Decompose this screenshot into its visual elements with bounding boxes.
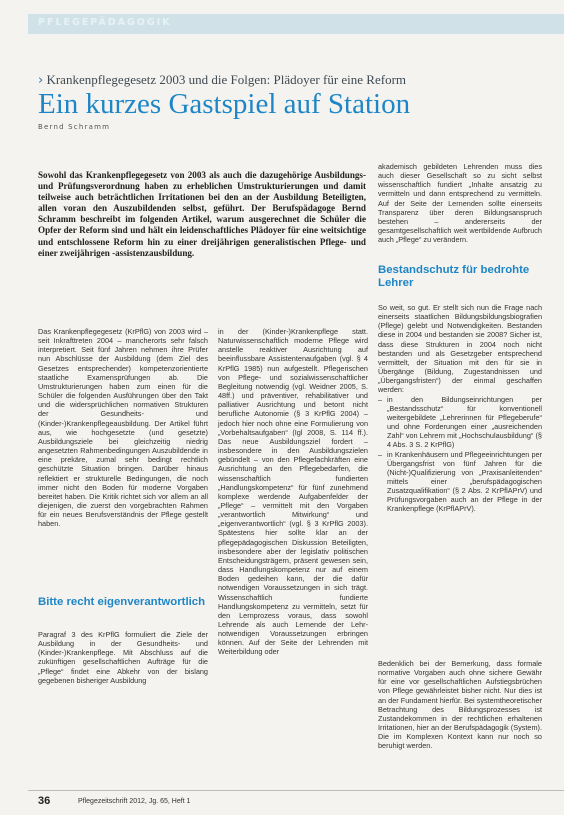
body-text: So weit, so gut. Er stellt sich nun die Frage nach einerseits staatlichen Bildungsbildungsbiografien (Pflege) gelebt und Notwendigkeiten. Bestanden diese in 2004 und bestanden sie 2008? Sicher ist, dass diese Strukturen in 2004 noch nicht bestanden und als Gesetzgeber entsprechend vermittelt, der Situation mit den für sie in Übergänge (Bildung, Zugestandnissen und „Übergangsfristen“) der einmal geschaffen werden: bbox=[378, 303, 542, 395]
body-column-3 bbox=[378, 162, 542, 244]
chevron-right-icon: › bbox=[38, 73, 44, 88]
body-text: Bedenklich bei der Bemerkung, dass formale normative Vorgaben auch ohne sichere Gewähr für eine vor gesellschaftlichen Aufstiegsbrüchen von Pflege gewährleistet bisher nicht. Nur dies ist an der Fundament hierfür. Bei systemtheoretischer Betrachtung des Bildungsprozesses ist Zustandekommen in der rechtlichen erhaltenen Irritationen, hier an der Berufspädagogik (System). Die im Komplexen Kontext kann nur noch so beruhigt werden. bbox=[378, 659, 542, 751]
section-heading-2: Bestandschutz für bedrohte Lehrer bbox=[378, 264, 530, 289]
body-column-3b bbox=[378, 303, 542, 514]
article-title: Ein kurzes Gastspiel auf Station bbox=[38, 88, 411, 120]
body-text: in der (Kinder-)Krankenpflege statt. Naturwissenschaftlich moderne Pflege wird anstelle reaktiver Ausrichtung auf beeinflussbare Assistentenaufgaben (vgl. § 4 KrPflG 1985) nun aufgestellt. Pflegerischen von Pflege- und sozialwissenschaftlicher Begleitung notwendig (vgl. Weidner 2005, S. 48ff.) und präventiver, rehabilitativer und palliativer Ausrichtung und betont nicht berufliche Autonomie (§ 3 KrPflG 2004) – jedoch hier noch ohne eine Formulierung von „Vorbehaltsaufgaben“ (Igl 2008, S. 114 ff.). Das neue Ausbildungsziel fordert – insbesondere in den Ausbildungszielen gebündelt – von den Pflegefachkräften eine Ausrichtung an den Pflegebedarfen, die wissenschaftlich fundierten „Handlungskompetenz“ für fünf zunehmend komplexe werdende Aufgabenfelder der „Pflege“ – vermittelt mit den Vorgaben „verantwortlich Mitwirkung“ und „eigenverantwortlich“ (vgl. § 3 KrPflG 2003). Spätestens hier sollte klar an der pflegepädagogischen Diskussion Beteiligten, insbesondere aber der legislativ politischen Entscheidungsträgern, präsent gewesen sein, dass Handlungskompetenz nur auf einem Boden gedeihen kann, der die dafür notwendigen Voraussetzungen in sich trägt. Wissenschaftlich fundierte Handlungskompetenz zu vermitteln, setzt für den Lernprozess voraus, dass sowohl Lehrende als auch Lernende der Lehr- notwendigen Voraussetzungen erbringen können. Auf der Seite der Lehrenden mit Weiterbildung oder bbox=[218, 327, 368, 657]
body-column-1 bbox=[38, 327, 208, 528]
subtitle-text: Krankenpflegegesetz 2003 und die Folgen: Plädoyer für eine Reform bbox=[46, 72, 407, 87]
page-number: 36 bbox=[38, 795, 51, 807]
lead-text: Sowohl das Krankenpflegegesetz von 2003 als auch die dazugehörige Ausbildungs- und Prüfungsverordnung haben zu erheblichen Umstrukturierungen und damit teilweise auch beträchtlichen Irritationen bei den an der Ausbildung Beteiligten, allen voran den Auszubildenden selbst, geführt. Der Berufspädagoge Bernd Schramm beschreibt im folgenden Artikel, warum ausgerechnet die Schüler die Opfer der Reform sind und hält ein leidenschaftliches Plädoyer für eine weitsichtige und entschlossene Reform hin zu einer dreijährigen generalistischen Pflege- und einer zweijährigen -assistenzausbildung. bbox=[38, 170, 366, 258]
bullet-list bbox=[378, 395, 542, 514]
section-heading-1: Bitte recht eigenverantwortlich bbox=[38, 596, 206, 608]
body-column-1b bbox=[38, 630, 208, 685]
body-column-3c bbox=[378, 659, 542, 751]
body-text: Das Krankenpflegegesetz (KrPflG) von 2003 wird – seit Inkrafttreten 2004 – mancherorts sehr falsch interpretiert. Seit fünf Jahren nehmen ihre Prüfer nun Abschlüsse der Ausbildung (dem Ziel des Gesetzes entsprechender) kompetenzorientierte staatliche Examensprüfungen ab. Die Umstrukturierungen haben zum einen für die Schüler die folgenden Ausführungen über den Takt und die widersprüchlichen normativen Strukturen der Gesundheits- und (Kinder-)Krankenpflegeausbildung. Der Artikel führt aus, wie hochgesetzte (und gesetzte) Ausbildungsziele bei gleichzeitig niedrig angesetzten Rahmenbedingungen Auszubildende in eine prekäre, zumal sehr bedingt rechtlich geschützte Situation bringen. Darüber hinaus reflektiert er strukturelle Bedingungen, die noch immer nicht den Boden für moderne Vorgaben bereitet haben. Die Kritik richtet sich vor allem an all diejenigen, die zuerst den vorgebrachten Rahmen für ein neues Berufsverständnis der Pflege gestellt haben. bbox=[38, 327, 208, 529]
journal-citation: Pflegezeitschrift 2012, Jg. 65, Heft 1 bbox=[78, 798, 191, 805]
section-band bbox=[28, 14, 564, 34]
section-label: PFLEGEPÄDAGOGIK bbox=[38, 17, 172, 28]
body-column-2 bbox=[218, 327, 368, 657]
body-text: akademisch gebildeten Lehrenden muss dies auch dieser Gesellschaft so zu sicht selbst wissenschaftlich fundiert „Inhalte ansatzig zu vermitteln und dann entsprechend zu vermitteln. Auf der Seite der Lernenden sollte einerseits Transparenz über deren Bildungsanspruch bestehen – andererseits der gesamtgesellschaftlich weit wertbildende Aufbruch auch „Pflege“ zu verändern. bbox=[378, 162, 542, 245]
list-item: – in Krankenhäusern und Pflegeeinrichtungen per Übergangsfrist von fünf Jahren für die (Nicht-)Qualifizierung von „Praxisanleitenden“ mittels einer „berufspädagogischen Zusatzqualifikation“ (§ 2 Abs. 2 KrPflAPrV) und Prüfungsvorgaben auch an der Pflege in der Krankenpflege (KrPflAPrV). bbox=[378, 450, 542, 514]
footer-divider bbox=[28, 790, 564, 791]
body-text: Paragraf 3 des KrPflG formuliert die Ziele der Ausbildung in der Gesundheits- und (Kinder-)Krankenpflege. Mit Abschluss auf die zukünftigen gesellschaftlichen Aufträge für die „Pflege“ findet eine Abkehr von der bislang gegebenen bisheriger Ausbildung bbox=[38, 630, 208, 685]
author-name: Bernd Schramm bbox=[38, 123, 111, 131]
lead-paragraph bbox=[38, 170, 366, 259]
list-item: – in den Bildungseinrichtungen per „Bestandsschutz“ für konventionell weitergebildete „Lehrerinnen für Pflegeberufe“ und ohne Forderungen einer „ausreichenden Zahl“ von Lehrern mit „Hochschulausbildung“ (§ 4 Abs. 3 S. 2 KrPflG) bbox=[378, 395, 542, 450]
article-subtitle bbox=[38, 72, 406, 88]
